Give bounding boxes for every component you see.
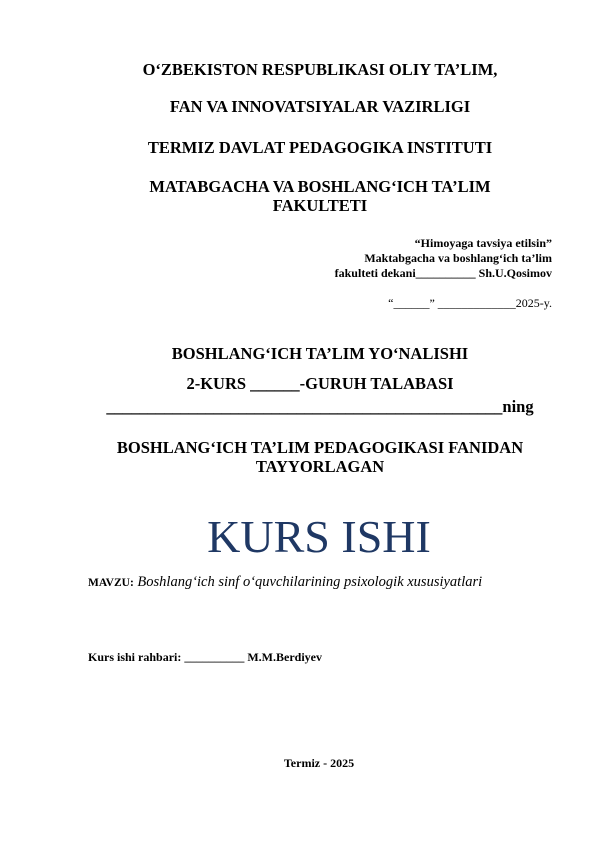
subject-block: [70, 438, 570, 476]
subject-line-1: BOSHLANG‘ICH TA’LIM PEDAGOGIKASI FANIDAN: [116, 438, 524, 457]
approval-line-3: fakulteti dekani__________ Sh.U.Qosimov: [334, 266, 552, 280]
ministry-line-2: FAN VA INNOVATSIYALAR VAZIRLIGI: [169, 97, 471, 116]
subject-line-2: TAYYORLAGAN: [255, 457, 385, 476]
topic-value: Boshlang‘ich sinf o‘quvchilarining psixologik xususiyatlari: [137, 574, 483, 590]
footer-city-year: Termiz - 2025: [283, 756, 355, 770]
document-title: KURS ISHI: [207, 511, 431, 562]
approval-date: “______” _____________2025-y.: [388, 296, 552, 310]
approval-line-1: “Himoyaga tavsiya etilsin”: [414, 236, 552, 250]
institute-name: TERMIZ DAVLAT PEDAGOGIKA INSTITUTI: [147, 138, 493, 157]
course-group-line: 2-KURS ______-GURUH TALABASI: [186, 374, 454, 393]
faculty-name: [70, 177, 570, 215]
approval-block: [335, 236, 552, 281]
student-name-line: ________________________________________________ning: [106, 397, 534, 416]
direction-title: BOSHLANG‘ICH TA’LIM YO‘NALISHI: [171, 344, 469, 363]
topic-line: [88, 574, 482, 591]
approval-line-2: Maktabgacha va boshlang‘ich ta’lim: [364, 251, 552, 265]
supervisor-line: Kurs ishi rahbari: __________ M.M.Berdiyev: [88, 650, 322, 664]
faculty-line-2: FAKULTETI: [272, 196, 368, 215]
topic-label: MAVZU:: [88, 577, 134, 589]
faculty-line-1: MATABGACHA VA BOSHLANG‘ICH TA’LIM: [149, 177, 491, 196]
ministry-line-1: O‘ZBEKISTON RESPUBLIKASI OLIY TA’LIM,: [142, 60, 498, 79]
